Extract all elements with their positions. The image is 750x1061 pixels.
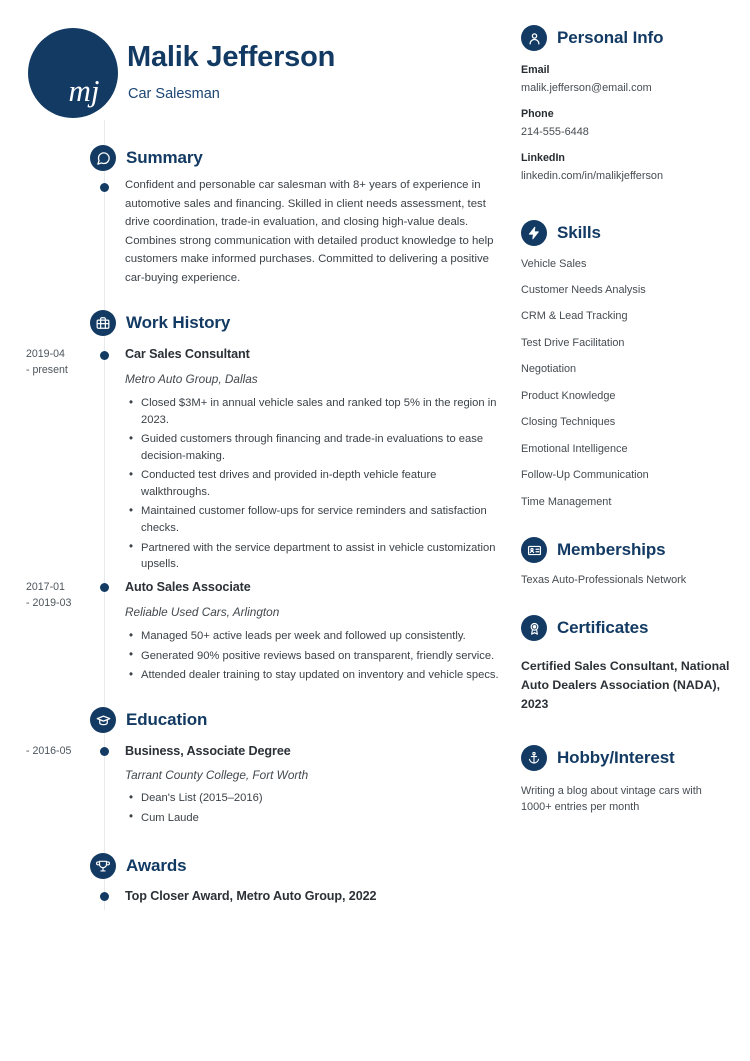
phone-value: 214-555-6448 — [521, 126, 589, 138]
linkedin-value[interactable]: linkedin.com/in/malikjefferson — [521, 170, 664, 182]
email-label: Email — [521, 64, 550, 76]
section-header-education — [90, 707, 207, 733]
work-date-end: - 2019-03 — [26, 597, 72, 610]
list-item: • Maintained customer follow-ups for service reminders and satisfaction checks. — [128, 503, 503, 536]
monogram-initials: mj — [68, 73, 100, 108]
list-item: • Closed $3M+ in annual vehicle sales and ranked top 5% in the region in 2023. — [128, 395, 503, 428]
education-entry-date — [26, 743, 98, 759]
person-icon — [521, 25, 547, 51]
section-header-memberships — [521, 537, 666, 563]
skill-item: Closing Techniques — [521, 416, 616, 428]
work-job-title: Auto Sales Associate — [125, 580, 251, 594]
list-item: • Generated 90% positive reviews based on transparent, friendly service. — [128, 648, 503, 665]
section-header-personal-info — [521, 25, 663, 51]
graduation-cap-icon — [90, 707, 116, 733]
skill-item: Emotional Intelligence — [521, 443, 628, 455]
education-degree: Business, Associate Degree — [125, 744, 291, 758]
work-bullets — [128, 395, 503, 576]
work-date-end: - present — [26, 364, 68, 377]
monogram-avatar — [28, 28, 118, 118]
anchor-icon — [521, 745, 547, 771]
list-item: • Guided customers through financing and trade-in evaluations to ease decision-making. — [128, 431, 503, 464]
speech-bubble-icon — [90, 145, 116, 171]
certificate-item: Certified Sales Consultant, National Auto Dealers Association (NADA), 2023 — [521, 659, 730, 712]
section-title-education: Education — [126, 710, 208, 729]
skill-item: Product Knowledge — [521, 390, 616, 402]
skill-item: Time Management — [521, 496, 612, 508]
education-school: Tarrant County College, Fort Worth — [125, 768, 309, 782]
section-header-skills — [521, 220, 601, 246]
list-item: • Attended dealer training to stay updated on inventory and vehicle specs. — [128, 667, 503, 684]
section-title-personal-info: Personal Info — [557, 28, 664, 47]
timeline-dot — [100, 183, 109, 192]
list-item: • Partnered with the service department to assist in vehicle customization upsells. — [128, 540, 503, 573]
work-date-start: 2017-01 — [26, 581, 65, 593]
membership-item: Texas Auto-Professionals Network — [521, 574, 687, 586]
list-item: • Managed 50+ active leads per week and followed up consistently. — [128, 628, 503, 645]
timeline-rule — [104, 120, 105, 910]
section-header-certificates — [521, 615, 648, 641]
list-item: • Cum Laude — [128, 810, 503, 827]
award-item: Top Closer Award, Metro Auto Group, 2022 — [125, 889, 377, 903]
skill-item: Follow-Up Communication — [521, 469, 649, 481]
job-title: Car Salesman — [128, 86, 220, 102]
skill-item: Negotiation — [521, 363, 577, 375]
timeline-dot — [100, 892, 109, 901]
work-bullets — [128, 628, 503, 687]
education-date: - 2016-05 — [26, 745, 72, 757]
section-title-skills: Skills — [557, 223, 601, 242]
email-value: malik.jefferson@email.com — [521, 82, 652, 94]
work-company: Metro Auto Group, Dallas — [125, 372, 258, 386]
work-job-title: Car Sales Consultant — [125, 347, 250, 361]
skill-item: Customer Needs Analysis — [521, 284, 646, 296]
education-bullets — [128, 790, 503, 829]
section-title-work-history: Work History — [126, 313, 231, 332]
briefcase-icon — [90, 310, 116, 336]
work-date-start: 2019-04 — [26, 348, 65, 360]
section-title-hobby: Hobby/Interest — [557, 748, 675, 767]
section-header-summary — [90, 145, 203, 171]
hobby-item: Writing a blog about vintage cars with 1000+ entries per month — [521, 785, 702, 813]
timeline-dot — [100, 583, 109, 592]
section-header-awards — [90, 853, 187, 879]
medal-icon — [521, 615, 547, 641]
list-item: • Dean's List (2015–2016) — [128, 790, 503, 807]
linkedin-label: LinkedIn — [521, 152, 565, 164]
summary-text: Confident and personable car salesman with 8+ years of experience in automotive sales and financing. Skilled in client needs assessment, test drive coordination, trade-in evaluation, and closing high-value deals. Combines strong communication with detailed product knowledge to help customers make informed purchases. Committed to delivering a positive car-buying experience. — [125, 179, 494, 284]
skill-item: Test Drive Facilitation — [521, 337, 625, 349]
timeline-dot — [100, 351, 109, 360]
list-item: • Conducted test drives and provided in-depth vehicle feature walkthroughs. — [128, 467, 503, 500]
work-entry-date — [26, 579, 98, 612]
section-title-memberships: Memberships — [557, 540, 666, 559]
section-header-work-history — [90, 310, 230, 336]
resume-header — [0, 0, 505, 130]
id-card-icon — [521, 537, 547, 563]
skill-item: Vehicle Sales — [521, 258, 587, 270]
skill-item: CRM & Lead Tracking — [521, 310, 628, 322]
sidebar-column — [505, 0, 750, 1061]
page-title: Malik Jefferson — [127, 41, 336, 73]
section-title-awards: Awards — [126, 856, 187, 875]
section-title-summary: Summary — [126, 148, 203, 167]
work-entry-date — [26, 346, 98, 379]
trophy-icon — [90, 853, 116, 879]
section-header-hobby — [521, 745, 675, 771]
timeline-dot — [100, 747, 109, 756]
lightning-bolt-icon — [521, 220, 547, 246]
work-company: Reliable Used Cars, Arlington — [125, 605, 280, 619]
phone-label: Phone — [521, 108, 554, 120]
section-title-certificates: Certificates — [557, 618, 649, 637]
